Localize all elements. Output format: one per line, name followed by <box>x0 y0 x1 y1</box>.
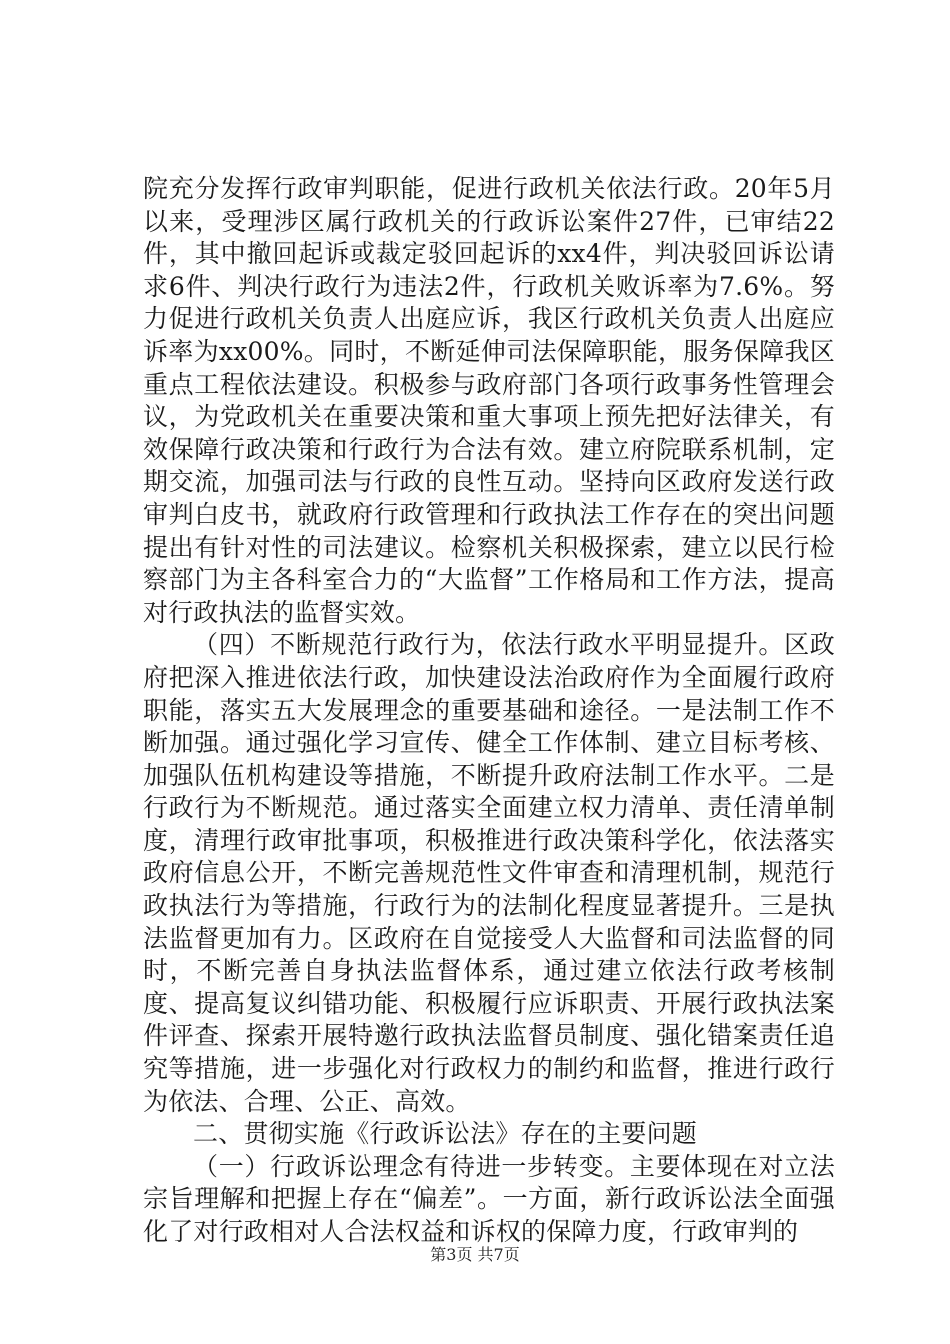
paragraph-administrative-trial: 院充分发挥行政审判职能，促进行政机关依法行政。20年5月以来，受理涉区属行政机关的行政诉讼案件27件，已审结22件，其中撤回起诉或裁定驳回起诉的xx4件，判决驳回诉讼请求6件、判决行政行为违法2件，行政机关败诉率为7.6%。努力促进行政机关负责人出庭应诉，我区行政机关负责人出庭应诉率为xx00%。同时，不断延伸司法保障职能，服务保障我区重点工程依法建设。积极参与政府部门各项行政事务性管理会议，为党政机关在重要决策和重大事项上预先把好法律关，有效保障行政决策和行政行为合法有效。建立府院联系机制，定期交流，加强司法与行政的良性互动。坚持向区政府发送行政审判白皮书，就政府行政管理和行政执法工作存在的突出问题提出有针对性的司法建议。检察机关积极探索，建立以民行检察部门为主各科室合力的“大监督”工作格局和工作方法，提高对行政执法的监督实效。 <box>143 174 835 627</box>
paragraph-section-four: （四）不断规范行政行为，依法行政水平明显提升。区政府把深入推进依法行政，加快建设法治政府作为全面履行政府职能，落实五大发展理念的重要基础和途径。一是法制工作不断加强。通过强化学习宣传、健全工作体制、建立目标考核、加强队伍机构建设等措施，不断提升政府法制工作水平。二是行政行为不断规范。通过落实全面建立权力清单、责任清单制度，清理行政审批事项，积极推进行政决策科学化，依法落实政府信息公开，不断完善规范性文件审查和清理机制，规范行政执法行为等措施，行政行为的法制化程度显著提升。三是执法监督更加有力。区政府在自觉接受人大监督和司法监督的同时，不断完善自身执法监督体系，通过建立依法行政考核制度、提高复议纠错功能、积极履行应诉职责、开展行政执法案件评查、探索开展特邀行政执法监督员制度、强化错案责任追究等措施，进一步强化对行政权力的制约和监督，推进行政行为依法、合理、公正、高效。 <box>143 630 835 1116</box>
page-number-footer: 第3页 共7页 <box>430 1245 520 1264</box>
section-heading-main-problems: 二、贯彻实施《行政诉讼法》存在的主要问题 <box>193 1119 698 1149</box>
document-body <box>143 173 835 1249</box>
paragraph-problem-one: （一）行政诉讼理念有待进一步转变。主要体现在对立法宗旨理解和把握上存在“偏差”。一方面，新行政诉讼法全面强化了对行政相对人合法权益和诉权的保障力度，行政审判的 <box>143 1151 835 1246</box>
